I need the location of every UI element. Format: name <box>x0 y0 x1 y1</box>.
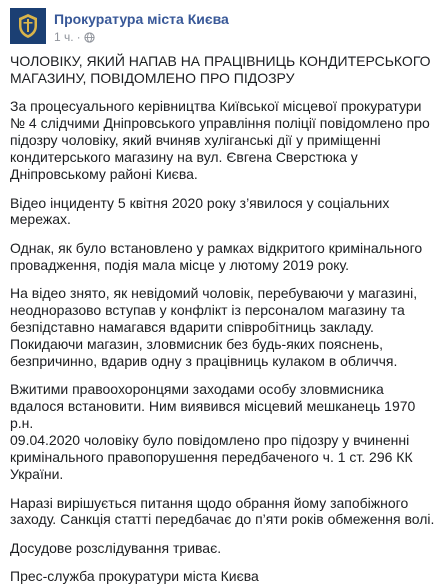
post-paragraph: На відео знято, як невідомий чоловік, перебуваючи у магазині, неодноразово вступав у конфлікт із персоналом магазину та безпідставно намагався вдарити співробітниць закладу. Покидаючи магазин, зловмисник без будь-яких пояснень, безпричинно, вдарив одну з працівниць кулаком в обличчя. <box>10 285 418 369</box>
post-subline <box>54 29 229 45</box>
post-paragraph: Вжитими правоохоронцями заходами особу зловмисника вдалося встановити. Ним виявився місцевий мешканець 1970 р.н. 09.04.2020 чоловіку було повідомлено про підозру у вчиненні кримінального правопорушення передбаченого ч. 1 ст. 296 КК України. <box>10 381 416 482</box>
post-timestamp[interactable]: 1 ч. <box>54 30 74 44</box>
post-paragraph: Досудове розслідування триває. <box>10 539 222 556</box>
post-paragraph: Однак, як було встановлено у рамках відкритого кримінального провадження, подія мала місце у лютому 2019 року. <box>10 239 423 273</box>
prosecutor-emblem-icon <box>10 8 46 44</box>
post-header <box>10 8 438 52</box>
post-body <box>10 53 438 585</box>
meta-separator: · <box>76 30 81 44</box>
post-signature: Прес-служба прокуратури міста Києва <box>10 568 259 585</box>
post-meta <box>54 8 229 45</box>
post-paragraph: За процесуального керівництва Київської місцевої прокуратури № 4 слідчими Дніпровського управління поліції повідомлено про підозру чоловіку, який вчиняв хуліганські дії у приміщенні кондитерського магазину на вул. Євгена Сверстюка у Дніпровському районі Києва. <box>10 98 430 183</box>
post-headline: ЧОЛОВІКУ, ЯКИЙ НАПАВ НА ПРАЦІВНИЦЬ КОНДИТЕРСЬКОГО МАГАЗИНУ, ПОВІДОМЛЕНО ПРО ПІДОЗРУ <box>10 53 431 86</box>
post-paragraph: Відео інциденту 5 квітня 2020 року з’явилося у соціальних мережах. <box>10 194 390 228</box>
globe-icon <box>84 32 95 43</box>
page-avatar[interactable] <box>10 8 46 44</box>
page-name-link[interactable]: Прокуратура міста Києва <box>54 11 229 27</box>
post-paragraph: Наразі вирішується питання щодо обрання йому запобіжного заходу. Санкція статті передбачає до п’яти років обмеження волі. <box>10 494 435 528</box>
